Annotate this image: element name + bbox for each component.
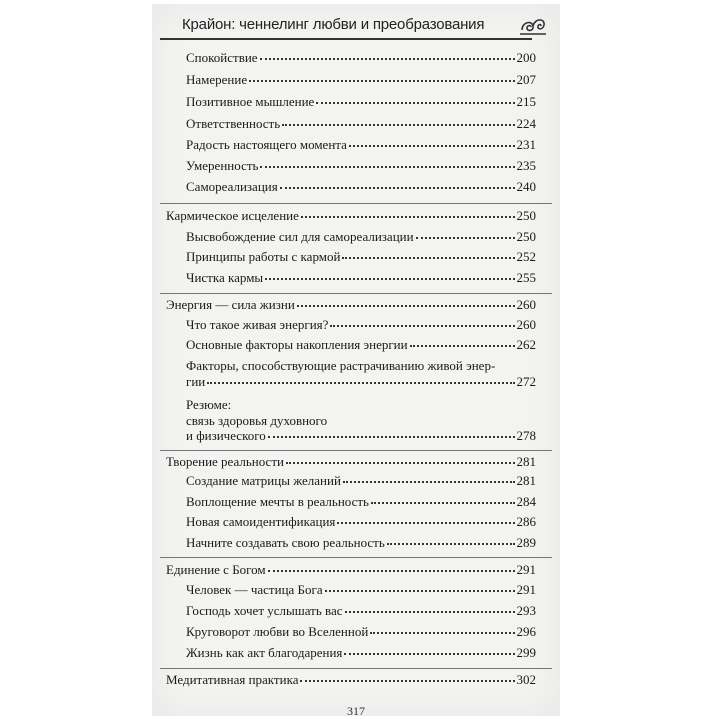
- toc-section-entry: [166, 208, 536, 228]
- toc-entry-page: 291: [516, 582, 536, 597]
- leader-dots: [282, 114, 514, 126]
- toc-entry-wrapped-line: Резюме:: [186, 397, 232, 412]
- toc-entry: [186, 50, 536, 70]
- toc-entry: [186, 116, 536, 136]
- toc-entry: [186, 317, 536, 337]
- toc-section-page: 250: [516, 208, 536, 223]
- toc-entry-page: 215: [516, 94, 536, 109]
- leader-dots: [300, 670, 514, 682]
- toc-entry: [186, 428, 536, 448]
- toc-entry-page: 284: [516, 494, 536, 509]
- toc-entry-page: 252: [516, 249, 536, 264]
- leader-dots: [342, 247, 514, 259]
- leader-dots: [268, 426, 515, 438]
- toc-entry-label: Радость настоящего момента: [186, 137, 347, 152]
- toc-entry-page: 281: [516, 473, 536, 488]
- toc-entry: [186, 229, 536, 249]
- toc-entry-page: 235: [516, 158, 536, 173]
- section-divider: [160, 557, 552, 558]
- toc-section-label: Творение реальности: [166, 454, 284, 469]
- toc-entry-label: Новая самоидентификация: [186, 514, 336, 529]
- toc-entry-label: Что такое живая энергия?: [186, 317, 329, 332]
- leader-dots: [286, 452, 515, 464]
- leader-dots: [301, 206, 515, 218]
- leader-dots: [337, 512, 514, 524]
- toc-entry-page: 289: [516, 535, 536, 550]
- leader-dots: [330, 315, 514, 327]
- leader-dots: [370, 622, 514, 634]
- toc-section-page: 281: [516, 454, 536, 469]
- toc-section-entry: [166, 562, 536, 582]
- toc-entry: [186, 94, 536, 114]
- toc-entry-label: Господь хочет услышать вас: [186, 603, 343, 618]
- toc-entry-page: 260: [516, 317, 536, 332]
- toc-entry-page: 272: [516, 374, 536, 389]
- toc-entry-label: Человек — частица Бога: [186, 582, 323, 597]
- toc-section-label: Медитативная практика: [166, 672, 299, 687]
- toc-entry-page: 240: [516, 179, 536, 194]
- section-divider: [160, 450, 552, 451]
- toc-entry-label: Создание матрицы желаний: [186, 473, 341, 488]
- leader-dots: [268, 560, 515, 572]
- toc-entry-wrapped-line: связь здоровья духовного: [186, 413, 328, 428]
- toc-entry-page: 262: [516, 337, 536, 352]
- leader-dots: [207, 372, 514, 384]
- running-header-title: Крайон: ченнелинг любви и преобразования: [182, 16, 485, 33]
- leader-dots: [345, 601, 515, 613]
- toc-entry-label: Умеренность: [186, 158, 259, 173]
- leader-dots: [343, 471, 515, 483]
- toc-section-label: Кармическое исцеление: [166, 208, 299, 223]
- section-divider: [160, 668, 552, 669]
- toc-entry-page: 231: [516, 137, 536, 152]
- toc-entry-page: 286: [516, 514, 536, 529]
- leader-dots: [260, 48, 515, 60]
- leader-dots: [297, 295, 515, 307]
- toc-entry: [186, 535, 536, 555]
- toc-entry-label: Жизнь как акт благодарения: [186, 645, 343, 660]
- toc-entry-label: Спокойствие: [186, 50, 258, 65]
- toc-entry: [186, 514, 536, 534]
- toc-entry: [186, 158, 536, 178]
- toc-entry: [186, 645, 536, 665]
- leader-dots: [316, 92, 514, 104]
- toc-entry-label: Высвобождение сил для самореализации: [186, 229, 414, 244]
- toc-section-page: 260: [516, 297, 536, 312]
- section-divider: [160, 293, 552, 294]
- running-header: [160, 10, 552, 40]
- toc-entry-page: 200: [516, 50, 536, 65]
- toc-entry-label: Круговорот любви во Вселенной: [186, 624, 369, 639]
- toc-entry-page: 207: [516, 72, 536, 87]
- toc-entry: [186, 179, 536, 199]
- toc-entry-page: 293: [516, 603, 536, 618]
- toc-entry: [186, 72, 536, 92]
- page-number: 317: [347, 704, 365, 718]
- leader-dots: [260, 156, 514, 168]
- toc-entry-page: 299: [516, 645, 536, 660]
- toc-section-entry: [166, 672, 536, 692]
- toc-entry: [186, 137, 536, 157]
- toc-entry-page: 224: [516, 116, 536, 131]
- leader-dots: [371, 492, 515, 504]
- leader-dots: [280, 177, 515, 189]
- toc-section-entry: [166, 297, 536, 317]
- leader-dots: [349, 135, 515, 147]
- toc-entry-label: гии: [186, 374, 206, 389]
- toc-entry-label: Начните создавать свою реальность: [186, 535, 385, 550]
- toc-entry-label: Чистка кармы: [186, 270, 264, 285]
- toc-entry: [186, 337, 536, 357]
- leader-dots: [416, 227, 515, 239]
- toc-entry-page: 255: [516, 270, 536, 285]
- toc-entry-page: 278: [516, 428, 536, 443]
- leader-dots: [387, 533, 515, 545]
- toc-entry-label: Позитивное мышление: [186, 94, 315, 109]
- toc-entry: [186, 582, 536, 602]
- toc-section-label: Единение с Богом: [166, 562, 266, 577]
- leader-dots: [265, 268, 514, 280]
- toc-section-page: 302: [516, 672, 536, 687]
- toc-entry: [186, 374, 536, 394]
- leader-dots: [410, 335, 515, 347]
- toc-entry-label: и физического: [186, 428, 266, 443]
- toc-entry-label: Намерение: [186, 72, 248, 87]
- toc-entry-label: Воплощение мечты в реальность: [186, 494, 369, 509]
- toc-section-label: Энергия — сила жизни: [166, 297, 295, 312]
- swirl-ornament-icon: [518, 12, 548, 38]
- toc-entry: [186, 249, 536, 269]
- toc-section-page: 291: [516, 562, 536, 577]
- toc-entry-label: Принципы работы с кармой: [186, 249, 341, 264]
- toc-entry: [186, 624, 536, 644]
- book-page: [152, 4, 560, 716]
- section-divider: [160, 203, 552, 204]
- toc-entry: [186, 270, 536, 290]
- toc-entry-label: Основные факторы накопления энергии: [186, 337, 408, 352]
- leader-dots: [325, 580, 515, 592]
- toc-entry-label: Ответственность: [186, 116, 281, 131]
- toc-entry: [186, 494, 536, 514]
- toc-entry-page: 250: [516, 229, 536, 244]
- toc-entry-page: 296: [516, 624, 536, 639]
- header-rule: [160, 38, 532, 40]
- toc-entry: [186, 473, 536, 493]
- leader-dots: [344, 643, 514, 655]
- toc-entry-wrapped-line: Факторы, способствующие растрачиванию живой энер-: [186, 358, 496, 373]
- toc-entry: [186, 603, 536, 623]
- leader-dots: [249, 70, 514, 82]
- toc-entry-label: Самореализация: [186, 179, 278, 194]
